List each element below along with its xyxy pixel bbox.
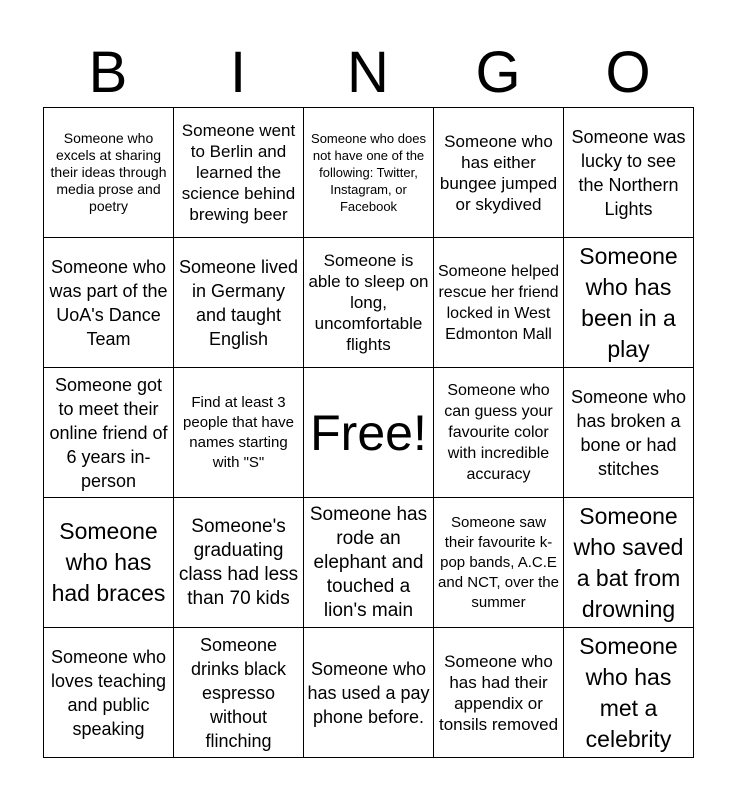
bingo-board (43, 107, 694, 758)
board-row (44, 368, 694, 498)
free-space: Free! (304, 368, 434, 498)
board-row (44, 108, 694, 238)
bingo-cell: Someone is able to sleep on long, uncomfortable flights (304, 238, 434, 368)
bingo-cell: Someone who has used a pay phone before. (304, 628, 434, 758)
bingo-cell: Find at least 3 people that have names starting with "S" (174, 368, 304, 498)
header-letter-i: I (229, 40, 247, 105)
board-row (44, 238, 694, 368)
bingo-cell: Someone who has had braces (44, 498, 174, 628)
header-letter-g: G (475, 40, 521, 105)
bingo-cell: Someone has rode an elephant and touched a lion's main (304, 498, 434, 628)
bingo-cell: Someone who saved a bat from drowning (564, 498, 694, 628)
bingo-cell: Someone who can guess your favourite color with incredible accuracy (434, 368, 564, 498)
bingo-cell: Someone who loves teaching and public speaking (44, 628, 174, 758)
bingo-cell: Someone was lucky to see the Northern Lights (564, 108, 694, 238)
bingo-cell: Someone went to Berlin and learned the science behind brewing beer (174, 108, 304, 238)
bingo-header (43, 38, 693, 108)
bingo-cell: Someone who was part of the UoA's Dance Team (44, 238, 174, 368)
bingo-cell: Someone got to meet their online friend of 6 years in-person (44, 368, 174, 498)
bingo-cell: Someone who has had their appendix or tonsils removed (434, 628, 564, 758)
bingo-cell: Someone helped rescue her friend locked in West Edmonton Mall (434, 238, 564, 368)
header-letter-o: O (605, 40, 651, 105)
bingo-cell: Someone's graduating class had less than 70 kids (174, 498, 304, 628)
bingo-cell: Someone who has been in a play (564, 238, 694, 368)
bingo-cell: Someone who has met a celebrity (564, 628, 694, 758)
bingo-cell: Someone drinks black espresso without flinching (174, 628, 304, 758)
bingo-cell: Someone who has broken a bone or had stitches (564, 368, 694, 498)
bingo-cell: Someone lived in Germany and taught English (174, 238, 304, 368)
bingo-cell: Someone who does not have one of the following: Twitter, Instagram, or Facebook (304, 108, 434, 238)
bingo-cell: Someone saw their favourite k-pop bands, A.C.E and NCT, over the summer (434, 498, 564, 628)
header-letter-n: N (347, 40, 389, 105)
header-letter-b: B (88, 40, 128, 105)
board-row (44, 628, 694, 758)
bingo-cell: Someone who excels at sharing their ideas through media prose and poetry (44, 108, 174, 238)
board-row (44, 498, 694, 628)
bingo-cell: Someone who has either bungee jumped or skydived (434, 108, 564, 238)
